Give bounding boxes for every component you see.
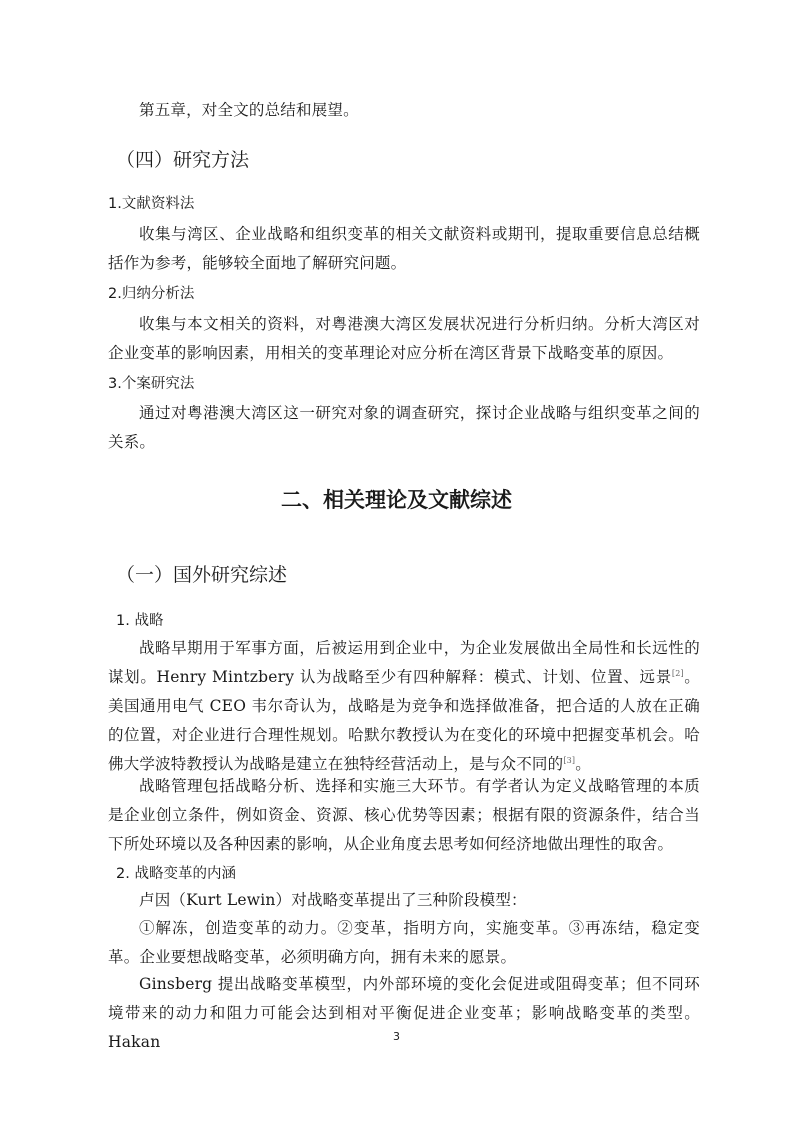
strategy-paragraph-1-part-c: 。 bbox=[575, 755, 591, 773]
chapter-title: 二、相关理论及文献综述 bbox=[281, 488, 512, 512]
strategy-paragraph-2: 战略管理包括战略分析、选择和实施三大环节。有学者认为定义战略管理的本质是企业创立条件，例如资金、资源、核心优势等因素；根据有限的资源条件，结合当下所处环境以及各种因素的影响，从企业角度去思考如何经济地做出理性的取舍。 bbox=[108, 777, 700, 853]
subsection-1-title: 1. 战略 bbox=[116, 613, 164, 629]
subsection-2-title: 2. 战略变革的内涵 bbox=[116, 866, 236, 882]
citation-2: [2] bbox=[671, 668, 684, 678]
method-3-text: 通过对粤港澳大湾区这一研究对象的调查研究，探讨企业战略与组织变革之间的关系。 bbox=[108, 404, 700, 451]
strategy-paragraph-1-part-b: 。美国通用电气 CEO 韦尔奇认为，战略是为竞争和选择做准备，把合适的人放在正确的位置，对企业进行合理性规划。哈默尔教授认为在变化的环境中把握变革机会。哈佛大学波特教授认为战略是建立在独特经营活动上，是与众不同的 bbox=[108, 668, 701, 773]
heading-research-methods: （四）研究方法 bbox=[116, 149, 250, 171]
strategy-paragraph-1-part-a: 战略早期用于军事方面，后被运用到企业中，为企业发展做出全局性和长远性的谋划。Henry Mintzbery 认为战略至少有四种解释：模式、计划、位置、远景 bbox=[108, 639, 700, 686]
method-3-title: 3.个案研究法 bbox=[108, 376, 195, 392]
strategy-paragraph-1 bbox=[108, 634, 700, 779]
section-title: （一）国外研究综述 bbox=[116, 564, 288, 586]
paragraph-chapter5: 第五章，对全文的总结和展望。 bbox=[139, 101, 359, 119]
method-2-title: 2.归纳分析法 bbox=[108, 286, 195, 302]
citation-3: [3] bbox=[563, 755, 576, 765]
lewin-paragraph: 卢因（Kurt Lewin）对战略变革提出了三种阶段模型： bbox=[139, 891, 527, 909]
page-number: 3 bbox=[393, 1030, 400, 1043]
method-2-text: 收集与本文相关的资料，对粤港澳大湾区发展状况进行分析归纳。分析大湾区对企业变革的影响因素，用相关的变革理论对应分析在湾区背景下战略变革的原因。 bbox=[108, 315, 700, 362]
method-1-text: 收集与湾区、企业战略和组织变革的相关文献资料或期刊，提取重要信息总结概括作为参考，能够较全面地了解研究问题。 bbox=[108, 225, 700, 272]
method-1-title: 1.文献资料法 bbox=[108, 196, 195, 212]
three-stage-paragraph: ①解冻，创造变革的动力。②变革，指明方向，实施变革。③再冻结，稳定变革。企业要想战略变革，必须明确方向，拥有未来的愿景。 bbox=[108, 919, 700, 966]
ginsberg-paragraph: Ginsberg 提出战略变革模型，内外部环境的变化会促进或阻碍变革；但不同环境带来的动力和阻力可能会达到相对平衡促进企业变革；影响战略变革的类型。Hakan bbox=[108, 975, 700, 1051]
